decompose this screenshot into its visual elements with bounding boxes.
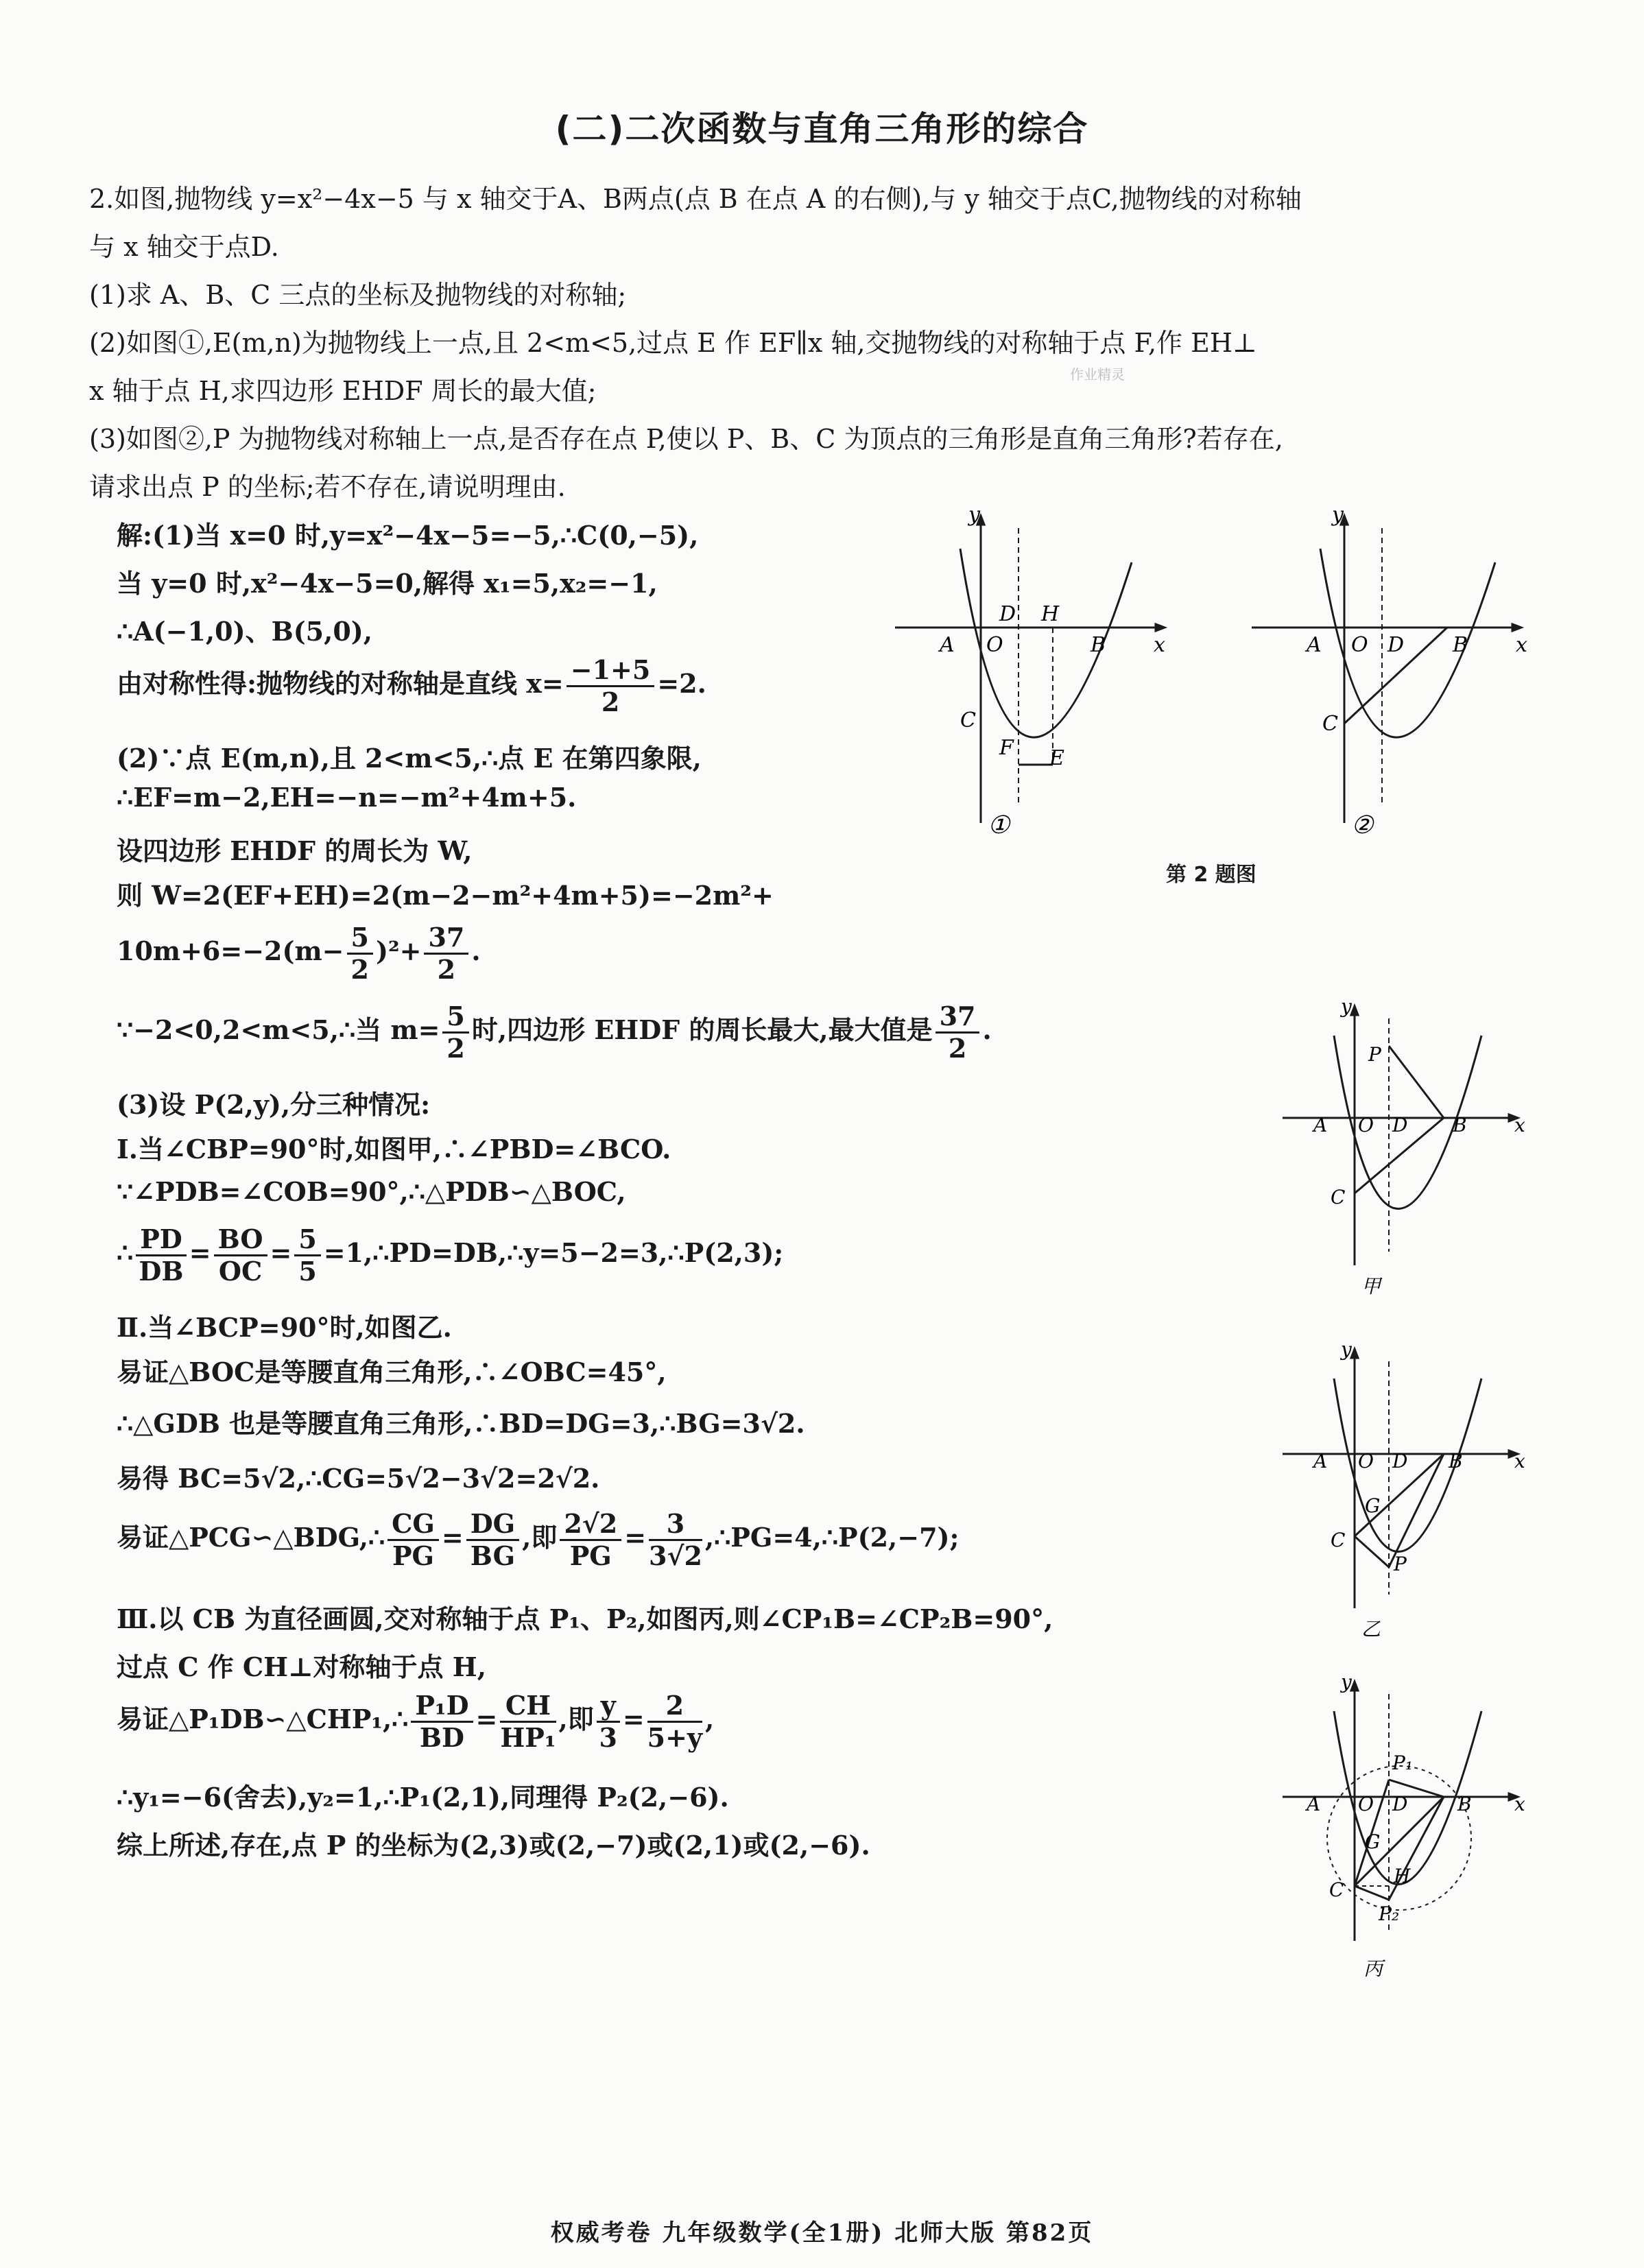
label-P: P — [1368, 1043, 1381, 1066]
solution-line: 易证△P₁DB∽△CHP₁,∴ $\frac{\text{P₁D}}{BD}$ = $\frac{CH}{\text{HP₁}}$ ,即 $\frac{y}{3}$ = $\frac{2}{5+y}$ , — [117, 1690, 715, 1753]
label-P: P — [1394, 1553, 1407, 1575]
label-A: A — [1307, 633, 1322, 657]
label-x: x — [1514, 1450, 1525, 1472]
label-B: B — [1091, 633, 1106, 657]
label-B: B — [1453, 633, 1468, 657]
label-G: G — [1365, 1830, 1381, 1853]
label-A: A — [1313, 1450, 1328, 1472]
solution-line: ∵∠PDB=∠COB=90°,∴△PDB∽△BOC, — [117, 1176, 626, 1207]
label-D: D — [1392, 1450, 1408, 1472]
problem-line: (1)求 A、B、C 三点的坐标及抛物线的对称轴; — [89, 280, 627, 310]
solution-line: Ⅰ.当∠CBP=90°时,如图甲,∴∠PBD=∠BCO. — [117, 1134, 671, 1165]
fraction: $\frac{BO}{OC}$ — [214, 1224, 267, 1287]
figure-jia — [1276, 998, 1529, 1300]
label-A: A — [1313, 1114, 1328, 1136]
problem-line: x 轴于点 H,求四边形 EHDF 周长的最大值; — [89, 376, 597, 406]
fraction: $\frac{CG}{PG}$ — [388, 1509, 439, 1571]
problem-line: (2)如图①,E(m,n)为抛物线上一点,且 2<m<5,过点 E 作 EF∥x 轴,交抛物线的对称轴于点 F,作 EH⊥ — [89, 328, 1257, 358]
solution-line: ∵−2<0,2<m<5,∴当 m= $\frac{5}{2}$ 时,四边形 EHDF 的周长最大,最大值是 $\frac{37}{2}$ . — [117, 1001, 992, 1064]
solution-line: 过点 C 作 CH⊥对称轴于点 H, — [117, 1651, 486, 1682]
label-O: O — [1358, 1450, 1374, 1472]
solution-line: 则 W=2(EF+EH)=2(m−2−m²+4m+5)=−2m²+ — [117, 880, 774, 911]
yi-label: 乙 — [1361, 1618, 1381, 1640]
label-x: x — [1516, 633, 1527, 657]
label-B: B — [1449, 1450, 1463, 1472]
solution-line: ∴A(−1,0)、B(5,0), — [117, 616, 372, 647]
solution-line: 综上所述,存在,点 P 的坐标为(2,3)或(2,−7)或(2,1)或(2,−6). — [117, 1830, 870, 1861]
label-C: C — [1331, 1529, 1346, 1551]
label-y: y — [1332, 508, 1344, 527]
label-A: A — [1307, 1793, 1321, 1815]
solution-line: (2)∵点 E(m,n),且 2<m<5,∴点 E 在第四象限, — [117, 743, 702, 774]
label-D: D — [999, 602, 1016, 626]
label-D: D — [1392, 1793, 1408, 1815]
label-O: O — [1351, 633, 1368, 657]
label-H: H — [1394, 1865, 1411, 1887]
page-footer: 权威考卷 九年级数学(全1册) 北师大版 第82页 — [550, 2219, 1094, 2247]
label-x: x — [1514, 1793, 1525, 1815]
fig2-label: ② — [1351, 811, 1374, 839]
solution-line: 10m+6=−2(m− $\frac{5}{2}$ )²+ $\frac{37}{2}$ . — [117, 922, 481, 985]
solution-line: ∴y₁=−6(舍去),y₂=1,∴P₁(2,1),同理得 P₂(2,−6). — [117, 1782, 729, 1813]
fraction: $\frac{DG}{BG}$ — [466, 1509, 519, 1571]
figure-yi — [1276, 1341, 1529, 1643]
fig1-label: ① — [988, 811, 1010, 839]
label-y: y — [1341, 998, 1352, 1018]
label-D: D — [1387, 633, 1405, 657]
label-C: C — [1331, 1186, 1346, 1208]
label-H: H — [1041, 602, 1060, 626]
fraction: $\frac{y}{3}$ — [597, 1691, 620, 1753]
problem-line: 请求出点 P 的坐标;若不存在,请说明理由. — [89, 472, 566, 502]
label-O: O — [1358, 1114, 1374, 1136]
solution-line: 当 y=0 时,x²−4x−5=0,解得 x₁=5,x₂=−1, — [117, 568, 658, 599]
problem-line: 2.如图,抛物线 y=x²−4x−5 与 x 轴交于A、B两点(点 B 在点 A 的右侧),与 y 轴交于点C,抛物线的对称轴 — [89, 184, 1302, 214]
label-y: y — [1341, 1341, 1352, 1361]
solution-line: 易证△PCG∽△BDG,∴ $\frac{CG}{PG}$ = $\frac{DG}{BG}$ ,即 $\frac{2√2}{PG}$ = $\frac{3}{3√2}$ ,∴PG=4,∴P(2,−7); — [117, 1508, 960, 1571]
label-D: D — [1392, 1114, 1408, 1136]
solution-line: 易证△BOC是等腰直角三角形,∴∠OBC=45°, — [117, 1357, 667, 1387]
solution-line: 由对称性得:抛物线的对称轴是直线 x= $\frac{-1+5}{2}$ =2. — [117, 654, 706, 717]
label-A: A — [940, 633, 955, 657]
watermark-stamp: 作业精灵 — [1070, 366, 1125, 383]
fraction: $\frac{CH}{\text{HP₁}}$ — [500, 1690, 556, 1753]
fraction: $\frac{-1+5}{2}$ — [567, 655, 655, 717]
label-P2: P₂ — [1379, 1902, 1400, 1925]
solution-line: 解:(1)当 x=0 时,y=x²−4x−5=−5,∴C(0,−5), — [117, 520, 699, 551]
figure-caption: 第 2 题图 — [1166, 863, 1256, 887]
fraction: $\frac{37}{2}$ — [936, 1001, 980, 1064]
label-P1: P₁ — [1392, 1752, 1414, 1774]
label-x: x — [1154, 633, 1165, 657]
problem-text — [89, 175, 1536, 511]
solution-line: Ⅲ.以 CB 为直径画圆,交对称轴于点 P₁、P₂,如图丙,则∠CP₁B=∠CP₂B=90°, — [117, 1603, 1053, 1634]
solution-line: (3)设 P(2,y),分三种情况: — [117, 1089, 431, 1120]
label-y: y — [968, 508, 980, 527]
label-B: B — [1453, 1114, 1467, 1136]
label-O: O — [1358, 1793, 1374, 1815]
solution-line: ∴ $\frac{PD}{DB}$ = $\frac{BO}{OC}$ = $\frac{5}{5}$ =1,∴PD=DB,∴y=5−2=3,∴P(2,3); — [117, 1223, 784, 1287]
label-G: G — [1365, 1494, 1381, 1517]
label-B: B — [1457, 1793, 1472, 1815]
label-F: F — [999, 736, 1014, 760]
problem-line: (3)如图②,P 为抛物线对称轴上一点,是否存在点 P,使以 P、B、C 为顶点的三角形是直角三角形?若存在, — [89, 424, 1283, 454]
label-C: C — [1322, 712, 1338, 736]
solution-line: ∴△GDB 也是等腰直角三角形,∴BD=DG=3,∴BG=3√2. — [117, 1408, 805, 1439]
solution-line: 设四边形 EHDF 的周长为 W, — [117, 835, 473, 866]
fraction: $\frac{2}{5+y}$ — [647, 1690, 703, 1753]
solution-line: Ⅱ.当∠BCP=90°时,如图乙. — [117, 1312, 452, 1343]
problem-line: 与 x 轴交于点D. — [89, 232, 279, 262]
label-O: O — [986, 633, 1003, 657]
fraction: $\frac{37}{2}$ — [424, 922, 468, 985]
fraction: $\frac{PD}{DB}$ — [136, 1224, 187, 1287]
label-x: x — [1514, 1114, 1525, 1136]
jia-label: 甲 — [1361, 1275, 1381, 1298]
label-E: E — [1049, 746, 1064, 770]
figure-1 — [885, 508, 1173, 844]
fraction: $\frac{5}{5}$ — [294, 1224, 320, 1287]
fraction: $\frac{5}{2}$ — [442, 1001, 468, 1064]
label-C: C — [1329, 1878, 1344, 1901]
solution-line: 易得 BC=5√2,∴CG=5√2−3√2=2√2. — [117, 1463, 600, 1494]
fraction: $\frac{5}{2}$ — [347, 922, 373, 985]
figure-bing — [1276, 1673, 1529, 1982]
page-title: (二)二次函数与直角三角形的综合 — [555, 109, 1089, 149]
label-y: y — [1341, 1673, 1352, 1693]
figure-2 — [1241, 508, 1529, 844]
solution-line: ∴EF=m−2,EH=−n=−m²+4m+5. — [117, 782, 577, 813]
label-C: C — [960, 708, 976, 732]
bing-label: 丙 — [1363, 1957, 1383, 1980]
fraction: $\frac{2√2}{PG}$ — [560, 1509, 621, 1571]
fraction: $\frac{3}{3√2}$ — [649, 1508, 702, 1571]
fraction: $\frac{\text{P₁D}}{BD}$ — [411, 1691, 473, 1753]
